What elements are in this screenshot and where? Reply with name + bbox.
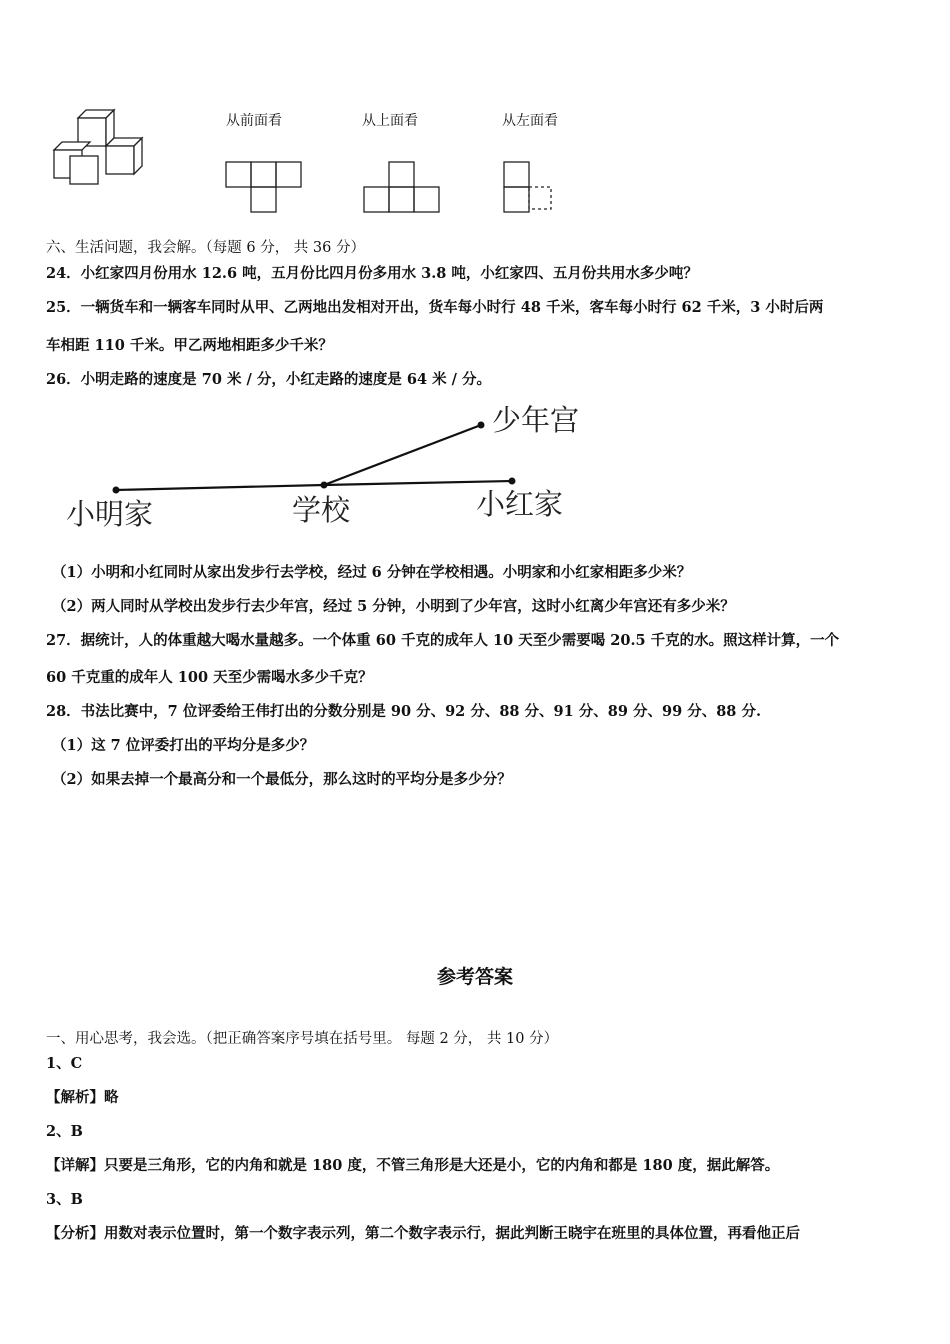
question-27-line1: 27．据统计，人的体重越大喝水量越多。一个体重 60 千克的成年人 10 天至少需要喝 20.5 千克的水。照这样计算，一个 [46, 632, 840, 649]
left-view-label: 从左面看 [502, 113, 558, 129]
question-24: 24．小红家四月份用水 12.6 吨，五月份比四月份多用水 3.8 吨，小红家四、五月份共用水多少吨？ [46, 265, 698, 282]
answer-2: 2、B [46, 1123, 83, 1140]
front-view-drawing [224, 160, 304, 216]
question-28: 28．书法比赛中，7 位评委给王伟打出的分数分别是 90 分、92 分、88 分、91 分、89 分、99 分、88 分. [46, 703, 761, 720]
answers-section1-heading: 一、用心思考，我会选。（把正确答案序号填在括号里。 每题 2 分， 共 10 分） [46, 1031, 559, 1047]
section6-heading: 六、生活问题，我会解。（每题 6 分， 共 36 分） [46, 240, 365, 256]
answer-1-note: 【解析】略 [46, 1089, 119, 1106]
answer-3-note: 【分析】用数对表示位置时，第一个数字表示列，第二个数字表示行，据此判断王晓宇在班里的具体位置，再看他正后 [46, 1225, 800, 1242]
front-view-label: 从前面看 [226, 113, 282, 129]
answers-title: 参考答案 [436, 966, 513, 988]
question-28-part2: （2）如果去掉一个最高分和一个最低分，那么这时的平均分是多少分？ [52, 771, 512, 788]
left-view-drawing [502, 160, 558, 216]
question-28-part1: （1）这 7 位评委打出的平均分是多少？ [52, 737, 315, 754]
question-25-line1: 25．一辆货车和一辆客车同时从甲、乙两地出发相对开出，货车每小时行 48 千米，客车每小时行 62 千米，3 小时后两 [46, 299, 824, 316]
school-label: 学校 [292, 493, 351, 527]
answer-2-note: 【详解】只要是三角形，它的内角和就是 180 度，不管三角形是大还是小，它的内角和都是 180 度，据此解答。 [46, 1157, 780, 1174]
xiaohong-home-point [509, 478, 516, 485]
question-25-line2: 车相距 110 千米。甲乙两地相距多少千米？ [46, 337, 333, 354]
question-26: 26．小明走路的速度是 70 米 / 分，小红走路的速度是 64 米 / 分。 [46, 371, 492, 388]
route-map-diagram [60, 392, 600, 538]
answer-3: 3、B [46, 1191, 83, 1208]
question-27-line2: 60 千克重的成年人 100 天至少需喝水多少千克？ [46, 669, 373, 686]
xiaoming-home-label: 小明家 [66, 497, 154, 531]
question-26-part1: （1）小明和小红同时从家出发步行去学校，经过 6 分钟在学校相遇。小明家和小红家相距多少米？ [52, 564, 692, 581]
answer-1: 1、C [46, 1055, 83, 1072]
school-point [321, 482, 328, 489]
question-26-part2: （2）两人同时从学校出发步行去少年宫，经过 5 分钟，小明到了少年宫，这时小红离少年宫还有多少米？ [52, 598, 735, 615]
youth-palace-point [478, 422, 485, 429]
top-view-label: 从上面看 [362, 113, 418, 129]
xiaohong-home-label: 小红家 [476, 487, 564, 521]
top-view-drawing [362, 160, 442, 216]
youth-palace-label: 少年宫 [492, 403, 580, 437]
cube-stack-figure [48, 106, 148, 188]
xiaoming-home-point [113, 487, 120, 494]
